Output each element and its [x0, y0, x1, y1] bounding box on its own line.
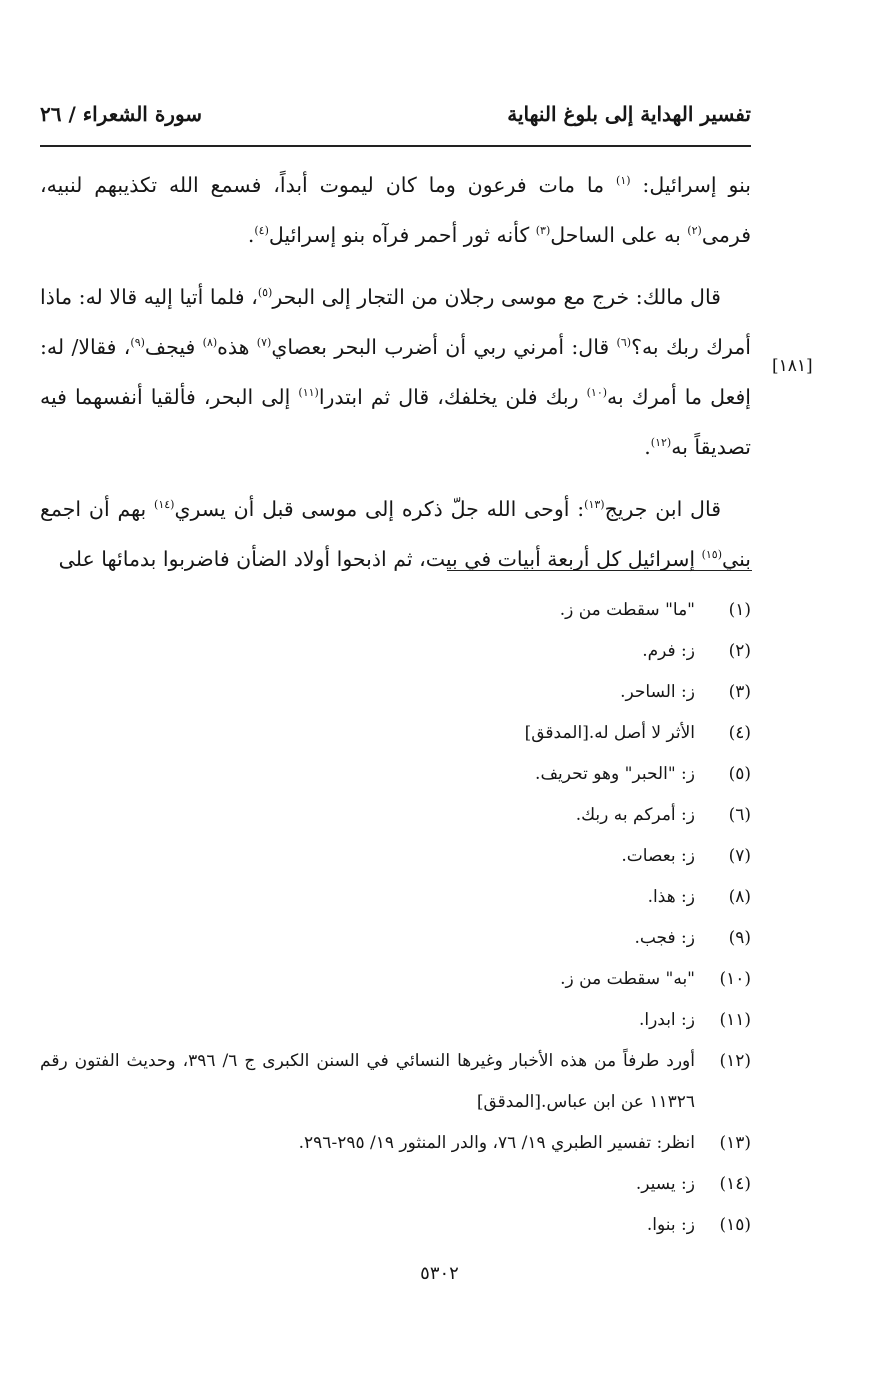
text-run: قال مالك: خرج مع موسى رجلان من التجار إلى البحر — [272, 285, 721, 309]
text-run: إسرائيل كل أربعة أبيات في بيت، ثم اذبحوا أولاد الضأن فاضربوا بدمائها على — [58, 547, 702, 571]
text-run: ، فلما أتيا إليه قالا له: ماذا أمرك ربك به؟ — [40, 285, 752, 359]
footnote-number: (١٤) — [719, 1174, 751, 1194]
footnote-ref: (٤) — [254, 224, 269, 238]
footnote-text: أورد طرفاً من هذه الأخبار وغيرها النسائي في السنن الكبرى ج ٦/ ٣٩٦، وحديث الفتون رقم ١١٣٢٦ عن ابن عباس.[المدقق] — [40, 1051, 695, 1112]
footnote-ref: (١٥) — [701, 548, 723, 562]
text-run: ما مات فرعون وما كان ليموت أبداً، فسمع الله تكذيبهم لنبيه، فرمى — [40, 173, 751, 247]
footnote-number: (٨) — [728, 887, 751, 907]
footnote-text: ز: الساحر. — [620, 682, 695, 702]
footnote-text: ز: فرم. — [642, 641, 695, 661]
footnote-ref: (١) — [616, 174, 631, 188]
footnote-number: (١٢) — [719, 1051, 751, 1071]
footnote-ref: (٢) — [687, 224, 702, 238]
footnote-ref: (١٣) — [584, 498, 605, 512]
footnote-number: (٥) — [728, 764, 751, 784]
footnote-item — [40, 1000, 751, 1041]
footnote-ref: (٩) — [130, 336, 145, 350]
text-run: بهم أن اجمع بني — [40, 497, 751, 571]
book-title: تفسير الهداية إلى بلوغ النهاية — [507, 102, 751, 126]
text-run: قال ابن جريج — [604, 497, 722, 521]
footnote-item — [40, 754, 751, 795]
paragraph — [40, 484, 751, 584]
footnote-item — [40, 877, 751, 918]
sura-label: سورة الشعراء / ٢٦ — [40, 102, 203, 126]
header-divider — [40, 145, 751, 147]
footnote-ref: (٨) — [202, 336, 218, 350]
footnote-number: (٢) — [728, 641, 751, 661]
footnote-item — [40, 631, 751, 672]
footnote-number: (٦) — [728, 805, 751, 825]
footnote-ref: (١١) — [298, 386, 319, 400]
footnote-text: ز: بعصات. — [621, 846, 695, 866]
footnote-item — [40, 1041, 751, 1123]
footnote-number: (١٠) — [719, 969, 751, 989]
footnote-divider — [447, 570, 752, 571]
footnote-number: (٩) — [728, 928, 751, 948]
text-run: قال: أمرني ربي أن أضرب البحر بعصاي — [271, 335, 617, 359]
running-header — [40, 96, 751, 136]
text-run: ، فقالا/ له: إفعل ما أمرك به — [40, 335, 751, 409]
footnote-text: ز: أمركم به ربك. — [575, 805, 695, 825]
page-number: ٥٣٠٢ — [420, 1263, 459, 1284]
footnotes — [40, 590, 751, 1246]
main-text — [40, 160, 751, 596]
footnote-text: ز: يسير. — [635, 1174, 695, 1194]
footnote-number: (١٣) — [719, 1133, 751, 1153]
text-run: كأنه ثور أحمر فرآه بنو إسرائيل — [268, 223, 536, 247]
footnote-number: (٤) — [728, 723, 751, 743]
footnote-item — [40, 1164, 751, 1205]
footnote-item — [40, 918, 751, 959]
text-run: . — [247, 223, 255, 247]
footnote-text: ز: ابدرا. — [638, 1010, 695, 1030]
footnote-ref: (٥) — [257, 286, 273, 300]
footnote-text: ز: فجب. — [634, 928, 695, 948]
footnote-item — [40, 713, 751, 754]
manuscript-folio-marker: [١٨١] — [772, 356, 813, 376]
footnote-item — [40, 672, 751, 713]
footnote-item — [40, 590, 751, 631]
footnote-text: انظر: تفسير الطبري ١٩/ ٧٦، والدر المنثور ١٩/ ٢٩٥-٢٩٦. — [298, 1133, 695, 1153]
text-run: فيجف — [144, 335, 203, 359]
footnote-text: الأثر لا أصل له.[المدقق] — [524, 723, 695, 743]
footnote-ref: (٦) — [616, 336, 632, 350]
text-run: ربك فلن يخلفك، قال ثم ابتدرا — [318, 385, 587, 409]
footnote-text: ز: بنوا. — [646, 1215, 695, 1235]
footnote-text: "ما" سقطت من ز. — [559, 600, 695, 620]
footnote-ref: (١٤) — [154, 498, 175, 512]
footnote-item — [40, 795, 751, 836]
text-run: به على الساحل — [550, 223, 688, 247]
footnote-text: "به" سقطت من ز. — [560, 969, 695, 989]
text-run: . — [644, 435, 651, 459]
footnote-ref: (١٢) — [650, 436, 672, 450]
paragraph — [40, 160, 751, 260]
text-run: : أوحى الله جلّ ذكره إلى موسى قبل أن يسري — [174, 497, 585, 521]
footnote-number: (٧) — [728, 846, 751, 866]
footnote-number: (١) — [728, 600, 751, 620]
footnote-text: ز: هذا. — [647, 887, 695, 907]
footnote-item — [40, 836, 751, 877]
footnote-number: (١١) — [719, 1010, 751, 1030]
footnote-text: ز: "الحبر" وهو تحريف. — [535, 764, 695, 784]
footnote-ref: (٧) — [256, 336, 272, 350]
footnote-item — [40, 959, 751, 1000]
footnote-ref: (١٠) — [586, 386, 608, 400]
footnote-item — [40, 1123, 751, 1164]
text-run: إلى البحر، فألقيا أنفسهما فيه تصديقاً به — [40, 385, 751, 459]
paragraph — [40, 272, 751, 472]
footnote-ref: (٣) — [535, 224, 551, 238]
footnote-number: (١٥) — [719, 1215, 751, 1235]
text-run: بنو إسرائيل: — [630, 173, 751, 197]
text-run: هذه — [217, 335, 257, 359]
footnote-item — [40, 1205, 751, 1246]
footnote-number: (٣) — [728, 682, 751, 702]
